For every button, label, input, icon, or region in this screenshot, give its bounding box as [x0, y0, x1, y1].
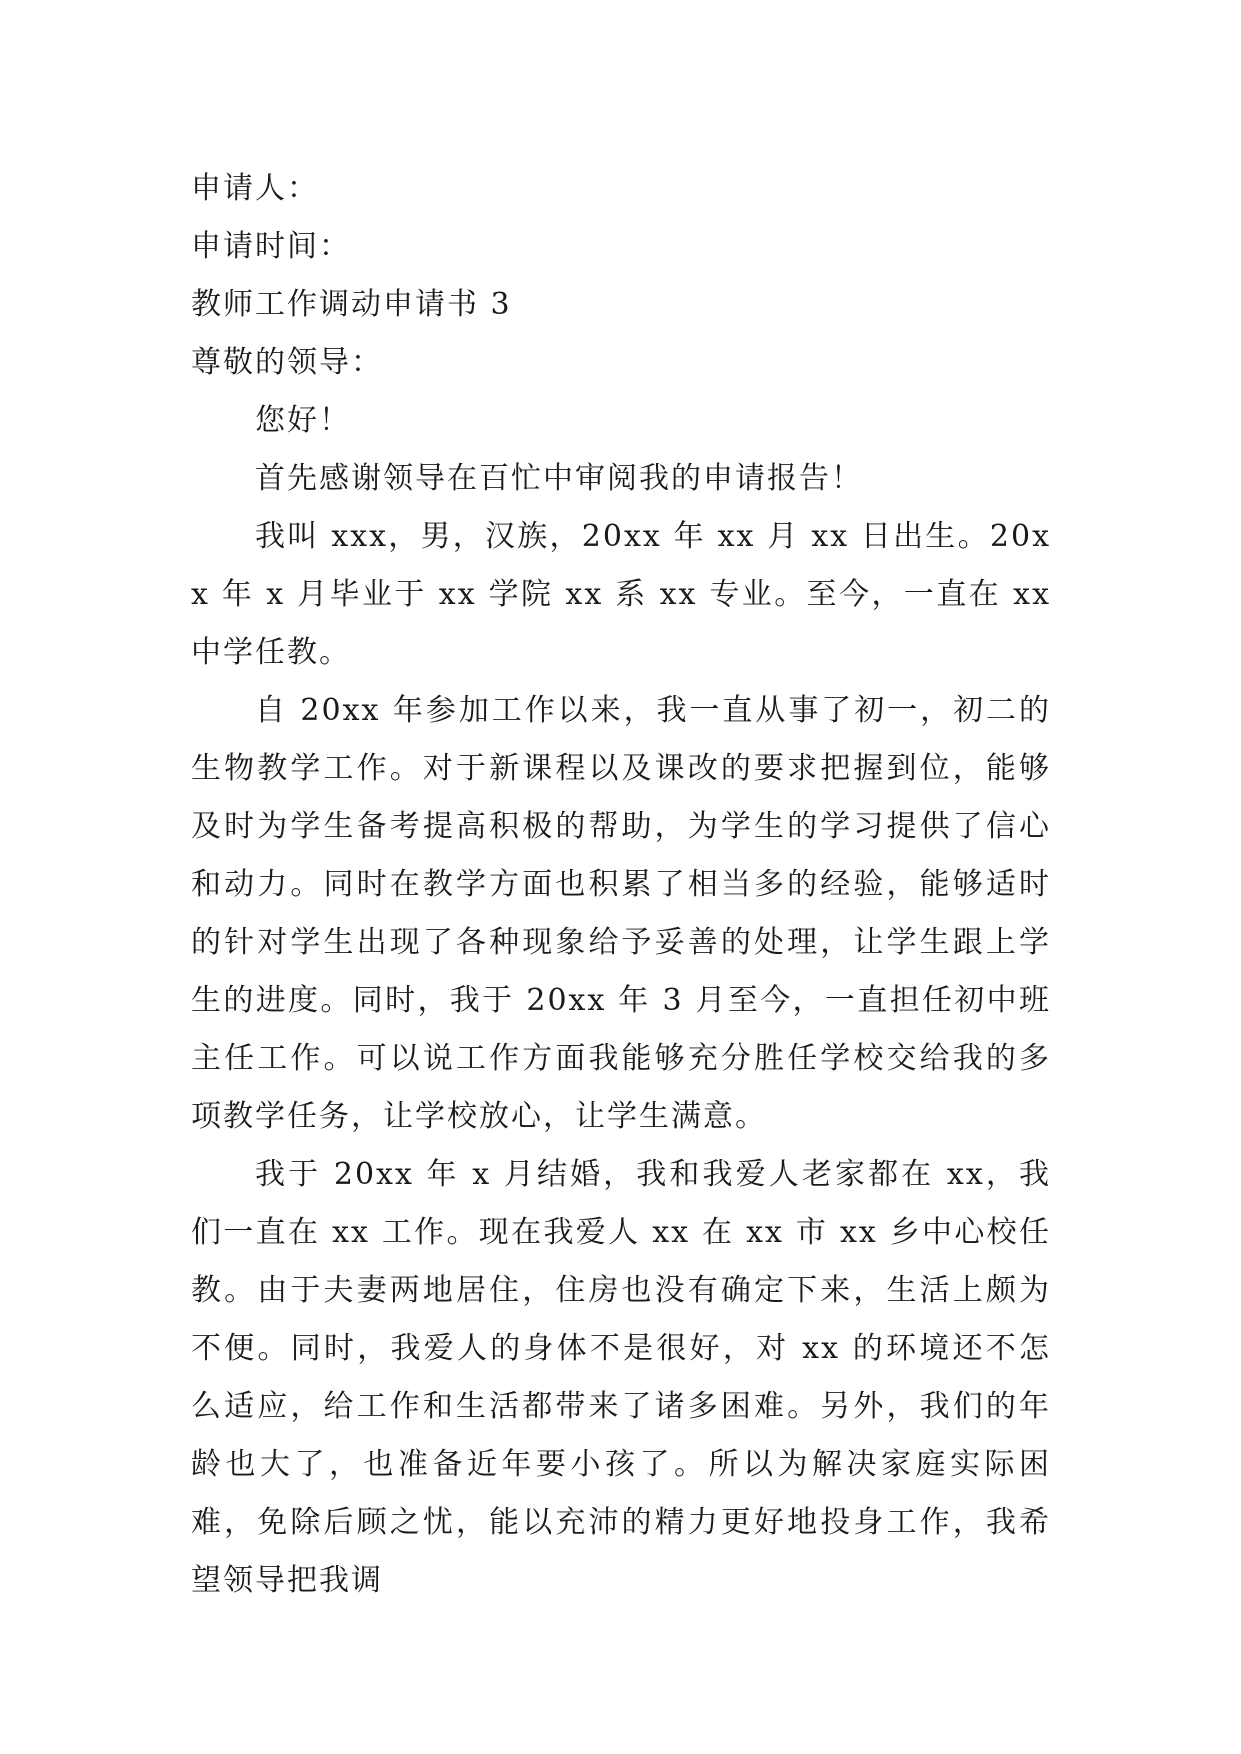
paragraph-family-situation: 我于 20xx 年 x 月结婚，我和我爱人老家都在 xx，我们一直在 xx 工作。现在我爱人 xx 在 xx 市 xx 乡中心校任教。由于夫妻两地居住，住房也没有确定下来，生活上颇为不便。同时，我爱人的身体不是很好，对 xx 的环境还不怎么适应，给工作和生活都带来了诸多困难。另外，我们的年龄也大了，也准备近年要小孩了。所以为解决家庭实际困难，免除后顾之忧，能以充沛的精力更好地投身工作，我希望领导把我调: [191, 1157, 1051, 1598]
paragraph-work-experience: 自 20xx 年参加工作以来，我一直从事了初一，初二的生物教学工作。对于新课程以及课改的要求把握到位，能够及时为学生备考提高积极的帮助，为学生的学习提供了信心和动力。同时在教学方面也积累了相当多的经验，能够适时的针对学生出现了各种现象给予妥善的处理，让学生跟上学生的进度。同时，我于 20xx 年 3 月至今，一直担任初中班主任工作。可以说工作方面我能够充分胜任学校交给我的多项教学任务，让学校放心，让学生满意。: [191, 693, 1051, 1134]
salutation: 尊敬的领导：: [191, 345, 383, 380]
document-title: 教师工作调动申请书 3: [191, 287, 512, 322]
applicant-label: 申请人：: [191, 171, 319, 206]
paragraph-thanks: 首先感谢领导在百忙中审阅我的申请报告！: [255, 461, 863, 496]
application-date-label: 申请时间：: [191, 229, 351, 264]
paragraph-introduction: 我叫 xxx，男，汉族，20xx 年 xx 月 xx 日出生。20xx 年 x 月毕业于 xx 学院 xx 系 xx 专业。至今，一直在 xx 中学任教。: [191, 519, 1051, 670]
greeting: 您好！: [255, 403, 351, 438]
document-body: [191, 160, 1051, 1610]
